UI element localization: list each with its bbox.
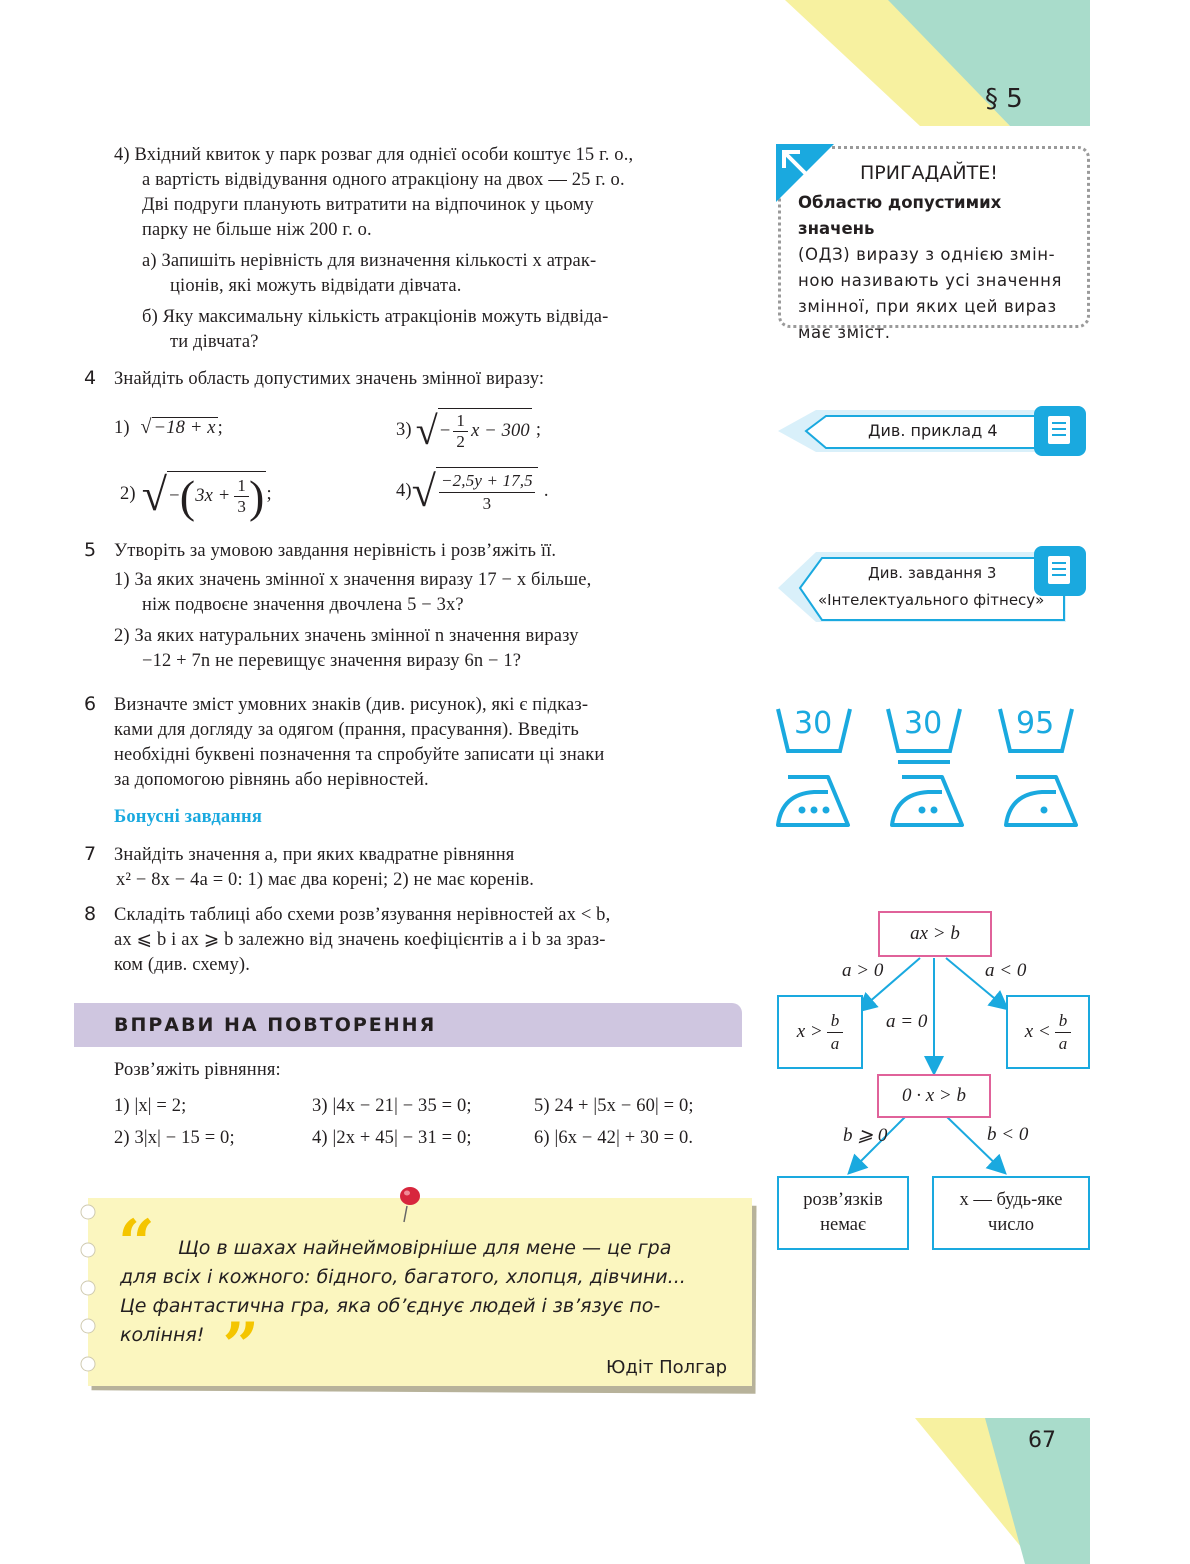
quote-line: Що в шахах найнеймовірніше для мене — це гра xyxy=(178,1237,672,1259)
denominator: a xyxy=(830,1033,840,1053)
scheme-text: x > xyxy=(796,1021,823,1042)
equation: 4) |2x + 45| − 31 = 0; xyxy=(312,1128,472,1148)
text-line: парку не більше ніж 200 г. о. xyxy=(142,220,372,240)
text-line: а вартість відвідування одного атракціону на двох — 25 г. о. xyxy=(142,170,625,190)
problem-number: 6 xyxy=(84,693,97,715)
equation: 3) |4x − 21| − 35 = 0; xyxy=(312,1096,472,1116)
wash-temp: 95 xyxy=(1016,706,1055,741)
scheme-top-box xyxy=(878,911,992,957)
numerator: b xyxy=(1055,1010,1072,1033)
ref-tab-2 xyxy=(776,544,1088,626)
footer-decoration xyxy=(915,1418,1090,1564)
text-line: 1) За яких значень змінної x значення виразу 17 − x більше, xyxy=(114,570,592,590)
reminder-line: змінної, при яких цей вираз xyxy=(798,297,1057,316)
equation: 2) 3|x| − 15 = 0; xyxy=(114,1128,235,1148)
task4-item4 xyxy=(114,143,744,355)
iron-1-dot-icon xyxy=(1002,772,1082,830)
equation: 5) 24 + |5x − 60| = 0; xyxy=(534,1096,694,1116)
pushpin-icon xyxy=(396,1184,426,1224)
text-line: Дві подруги планують витратити на відпочинок у цьому xyxy=(142,195,594,215)
text-line: Визначте зміст умовних знаків (див. рисунок), які є підказ- xyxy=(114,695,589,715)
wash-temp: 30 xyxy=(794,706,833,741)
quote-close-mark: ” xyxy=(222,1309,260,1384)
reminder-line: ною називають усі значення xyxy=(798,271,1063,290)
section-number: § 5 xyxy=(985,84,1023,114)
reminder-title: ПРИГАДАЙТЕ! xyxy=(860,162,998,184)
scheme-text: x — будь-яке xyxy=(959,1190,1063,1210)
punct: ; xyxy=(535,419,542,440)
wash-temp: 30 xyxy=(904,706,943,741)
scheme-text: x < xyxy=(1024,1021,1051,1042)
quote-line: коління! xyxy=(120,1324,205,1346)
problem5-body xyxy=(114,539,744,674)
problem7-body xyxy=(114,843,744,893)
punct: ; xyxy=(266,483,272,504)
numerator: b xyxy=(827,1010,844,1033)
iron-3-dots-icon xyxy=(774,772,854,830)
text-line: ком (див. схему). xyxy=(114,955,250,975)
problem-number: 5 xyxy=(84,539,97,561)
review-intro: Розв’яжіть рівняння: xyxy=(114,1060,281,1080)
notebook-holes xyxy=(78,1198,100,1388)
quote-author: Юдіт Полгар xyxy=(606,1357,728,1378)
text-line: Знайдіть значення a, при яких квадратне рівняння xyxy=(114,845,515,865)
text-line: Складіть таблиці або схеми розв’язування нерівностей ax < b, xyxy=(114,905,611,925)
reminder-text xyxy=(798,190,1080,346)
numerator: −2,5y + 17,5 xyxy=(439,470,535,493)
text-line: ками для догляду за одягом (прання, прасування). Введіть xyxy=(114,720,579,740)
problem6-body xyxy=(114,693,744,793)
scheme-label: a < 0 xyxy=(985,960,1027,981)
scheme-left-result xyxy=(777,995,863,1069)
quote-open-mark: “ xyxy=(118,1206,155,1281)
denominator: 2 xyxy=(456,432,466,451)
p4-item3: 3) √ − $\frac{1}{2}$ x − 300 ; xyxy=(396,407,542,453)
bonus-title: Бонусні завдання xyxy=(114,807,263,827)
scheme-label: b < 0 xyxy=(987,1124,1029,1145)
punct: . xyxy=(543,480,549,501)
scheme-any-number xyxy=(932,1176,1090,1250)
reminder-line: (ОДЗ) виразу з однією змін- xyxy=(798,245,1056,264)
header-decoration xyxy=(770,0,1090,126)
ref-tab-2-line1[interactable]: Див. завдання 3 xyxy=(868,564,997,582)
scheme-text: 0 · x > b xyxy=(901,1085,966,1106)
text-line: а) Запишіть нерівність для визначення кількості x атрак- xyxy=(142,251,597,271)
quote-line: Це фантастична гра, яка об’єднує людей і зв’язує по- xyxy=(120,1295,661,1317)
reminder-line: має зміст. xyxy=(798,323,891,342)
problem8-body xyxy=(114,903,754,978)
equation: 1) |x| = 2; xyxy=(114,1096,187,1116)
problem-number: 4 xyxy=(84,367,97,389)
scheme-right-result xyxy=(1006,995,1090,1069)
text-line: за допомогою рівнянь або нерівностей. xyxy=(114,770,429,790)
problem-number: 7 xyxy=(84,843,97,865)
item-label: 4) xyxy=(396,480,412,501)
text-line: ціонів, які можуть відвідати дівчата. xyxy=(170,276,462,296)
ref-tab-1-label[interactable]: Див. приклад 4 xyxy=(868,421,998,440)
radicand: −18 + x xyxy=(153,418,216,438)
scheme-text: число xyxy=(988,1215,1034,1235)
text-line: x² − 8x − 4a = 0: 1) має два корені; 2) не має коренів. xyxy=(116,870,535,890)
p4-item4: 4) √ $\frac{-2,5y + 17,5}{3}$ . xyxy=(396,466,549,516)
text-line: необхідні буквені позначення та спробуйте записати ці знаки xyxy=(114,745,605,765)
ref-tab-2-line2[interactable]: «Інтелектуального фітнесу» xyxy=(818,591,1045,609)
numerator: 1 xyxy=(453,411,468,432)
scheme-text: ax > b xyxy=(910,923,960,944)
scheme-text: немає xyxy=(820,1215,866,1235)
text-line: ніж подвоєне значення двочлена 5 − 3x? xyxy=(142,595,464,615)
text-line: ax ⩽ b і ax ⩾ b залежно від значень коефіцієнтів a і b за зраз- xyxy=(114,930,606,950)
iron-2-dots-icon xyxy=(888,772,968,830)
problem4-text: Знайдіть область допустимих значень змінної виразу: xyxy=(114,369,545,389)
scheme-no-solutions xyxy=(777,1176,909,1250)
item-label: 2) xyxy=(120,483,136,504)
scheme-label: a = 0 xyxy=(886,1011,928,1032)
expr: 3x + xyxy=(195,486,231,506)
p4-item1: 1) √ −18 + x ; xyxy=(114,416,223,438)
minus: − xyxy=(439,421,451,441)
text-line: ти дівчата? xyxy=(170,332,259,352)
punct: ; xyxy=(217,418,223,438)
problem-number: 8 xyxy=(84,903,97,925)
reminder-bold: Областю допустимих значень xyxy=(798,193,1002,238)
scheme-label: a > 0 xyxy=(842,960,884,981)
item-label: 3) xyxy=(396,419,412,440)
denominator: 3 xyxy=(482,494,492,513)
scheme-text: розв’язків xyxy=(803,1190,883,1210)
expr: x − 300 xyxy=(471,421,530,441)
text-line: б) Яку максимальну кількість атракціонів можуть відвіда- xyxy=(142,307,609,327)
quote-line: для всіх і кожного: бідного, багатого, хлопця, дівчини... xyxy=(120,1266,686,1288)
text-line: 2) За яких натуральних значень змінної n значення виразу xyxy=(114,626,579,646)
numerator: 1 xyxy=(234,476,249,497)
denominator: 3 xyxy=(237,497,247,516)
equation: 6) |6x − 42| + 30 = 0. xyxy=(534,1128,694,1148)
denominator: a xyxy=(1058,1033,1068,1053)
text-line: Утворіть за умовою завдання нерівність і розв’яжіть її. xyxy=(114,541,557,561)
item-label: 1) xyxy=(114,418,130,438)
p4-item2: 2) √ − ( 3x + $\frac{1}{3}$ ) ; xyxy=(120,468,272,522)
text-line: 4) Вхідний квиток у парк розваг для однієї особи коштує 15 г. о., xyxy=(114,145,634,165)
scheme-middle-box xyxy=(877,1074,991,1118)
scheme-label: b ⩾ 0 xyxy=(843,1125,888,1146)
text-line: −12 + 7n не перевищує значення виразу 6n − 1? xyxy=(142,651,522,671)
page-number: 67 xyxy=(1028,1428,1056,1453)
review-title: ВПРАВИ НА ПОВТОРЕННЯ xyxy=(114,1014,437,1036)
